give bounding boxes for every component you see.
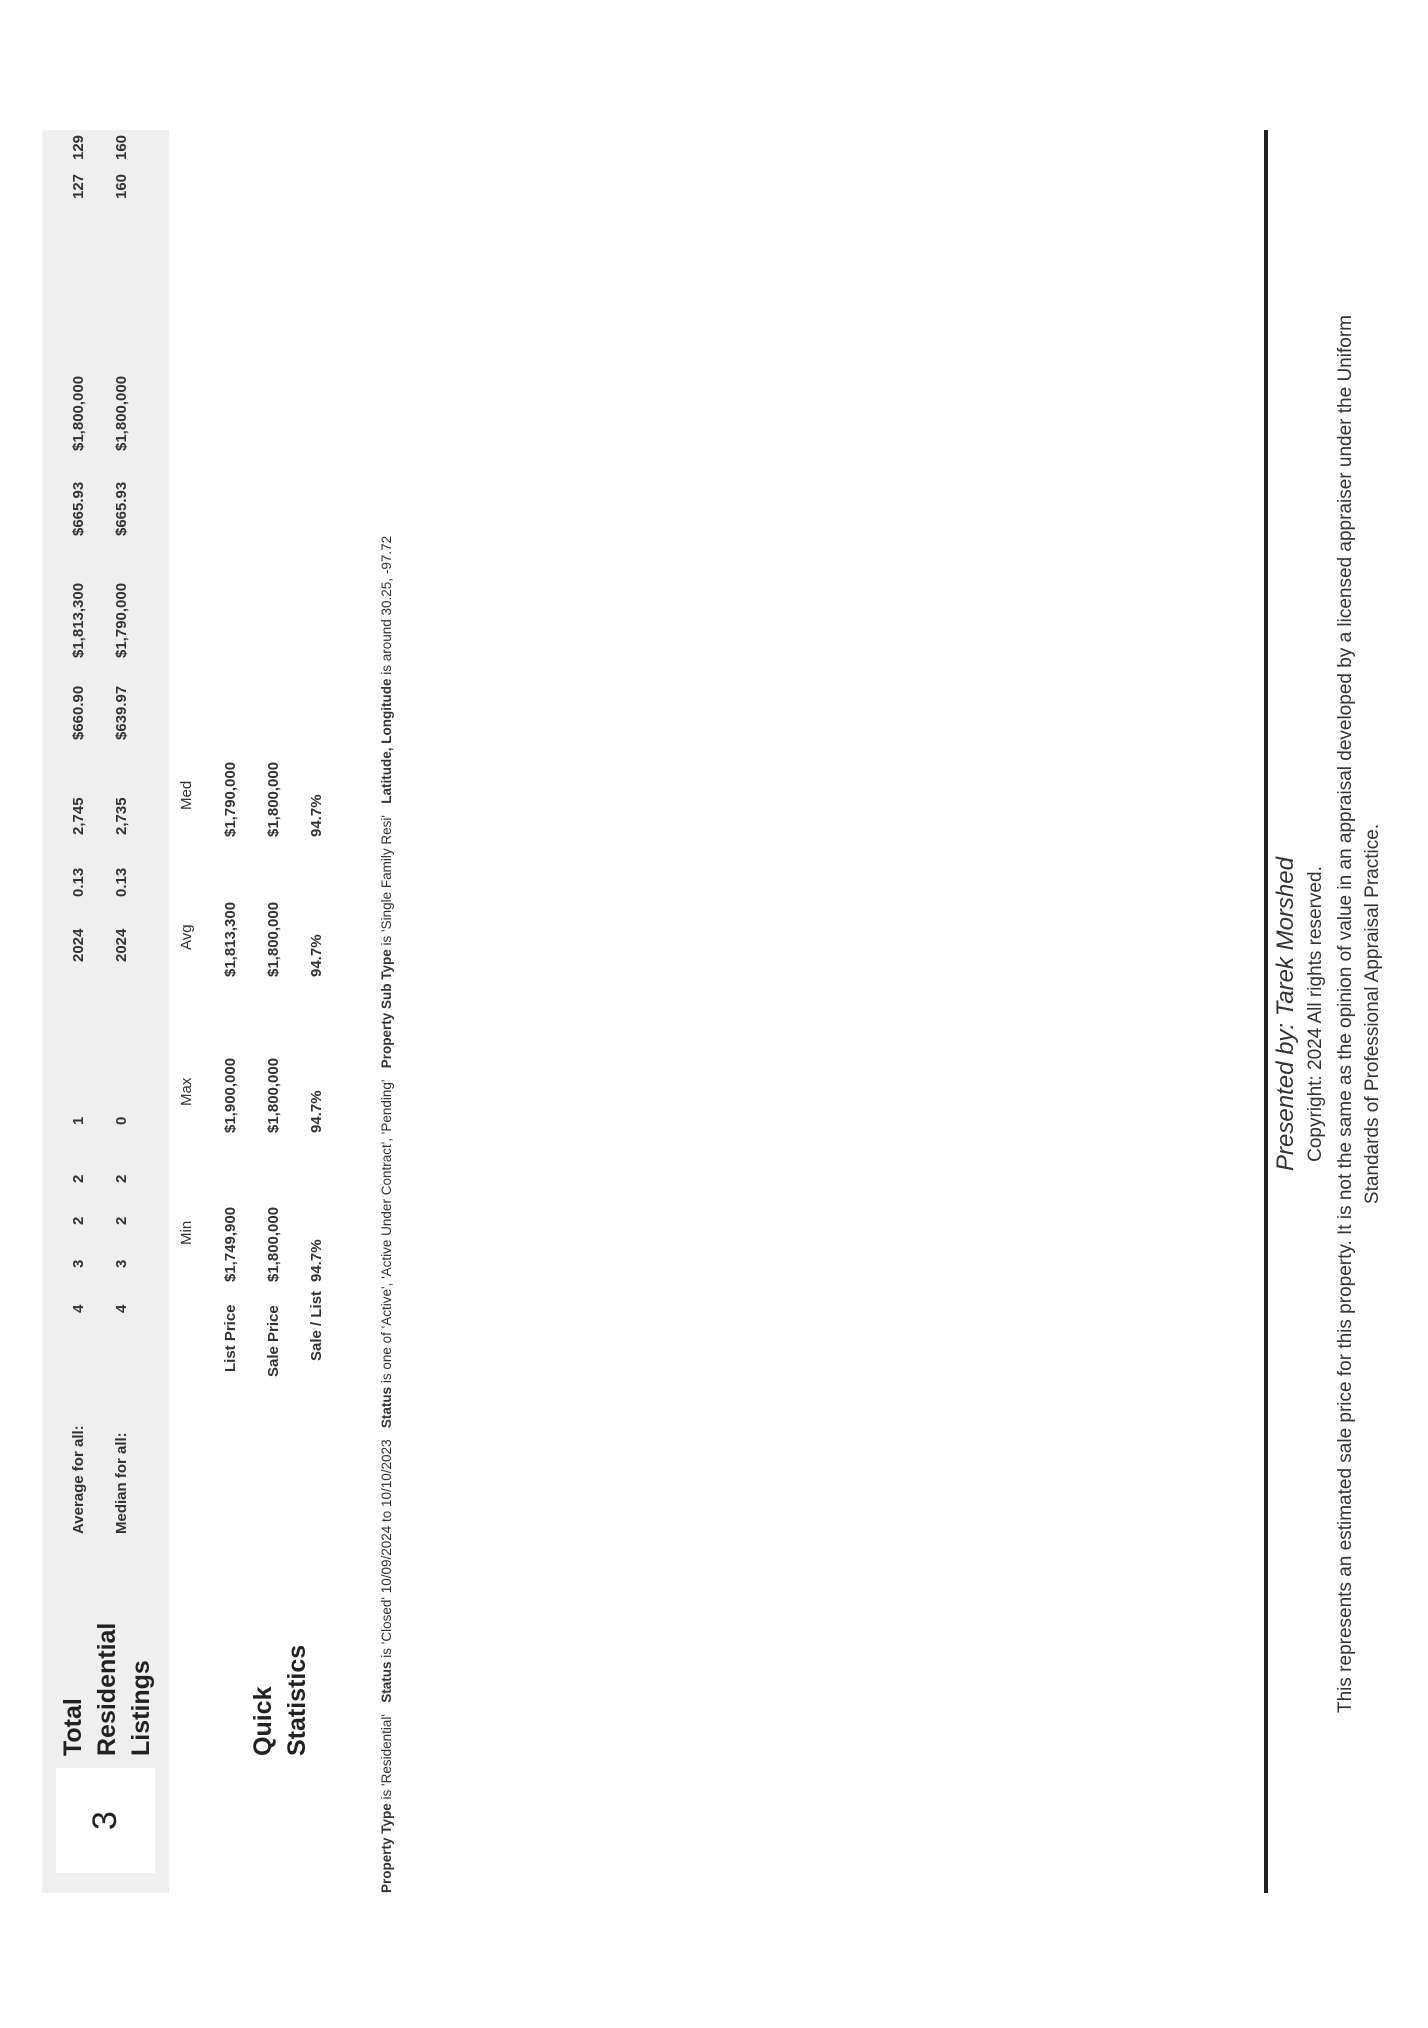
filter-value: is 'Single Family Resi' (379, 815, 394, 950)
filter-label: Property Type (379, 1803, 394, 1893)
qs-cell: $1,800,000 (265, 1206, 282, 1282)
median-cell: $665.93 (113, 481, 130, 536)
qs-cell: $1,800,000 (265, 901, 282, 977)
filter-label: Property Sub Type (379, 949, 394, 1069)
qs-header-min: Min (178, 1220, 195, 1245)
avg-cell: $660.90 (70, 685, 87, 740)
qs-row-label: Sale Price (265, 1305, 282, 1377)
avg-cell: 2,745 (70, 797, 87, 835)
avg-cell: $1,800,000 (70, 375, 87, 451)
median-cell: 2,735 (113, 797, 130, 835)
median-cell: 0 (113, 1116, 130, 1125)
median-cell: 2024 (113, 928, 130, 962)
median-cell: $639.97 (113, 685, 130, 740)
search-criteria (377, 130, 397, 1893)
filter-value: is 'Residential' (379, 1714, 394, 1804)
qs-header-avg: Avg (178, 924, 195, 950)
qs-cell: 94.7% (308, 1239, 325, 1282)
footer-divider (1264, 130, 1268, 1893)
median-cell: 160 (113, 173, 130, 199)
avg-cell: 129 (70, 134, 87, 160)
avg-cell: 1 (70, 1116, 87, 1125)
filter-label: Status (379, 1386, 394, 1429)
avg-cell: $665.93 (70, 481, 87, 536)
qs-cell: 94.7% (308, 1090, 325, 1133)
average-row-label: Average for all: (70, 1425, 87, 1534)
qs-row-label: List Price (222, 1304, 239, 1372)
filter-label: Status (379, 1661, 394, 1703)
qs-cell: $1,749,900 (222, 1206, 239, 1282)
avg-cell: 2024 (70, 928, 87, 962)
filter-value: is one of 'Active', 'Active Under Contract', 'Pending' (379, 1079, 394, 1387)
qs-cell: 94.7% (308, 794, 325, 837)
avg-cell: 3 (70, 1259, 87, 1268)
avg-cell: 2 (70, 1216, 87, 1225)
qs-row-label: Sale / List (308, 1290, 325, 1361)
disclaimer-line: Standards of Professional Appraisal Practice. (1362, 823, 1383, 1205)
median-cell: 3 (113, 1259, 130, 1268)
qs-cell: 94.7% (308, 934, 325, 977)
qs-cell: $1,800,000 (265, 761, 282, 837)
summary-title: Total Residential Listings (59, 1622, 155, 1756)
listing-count: 3 (56, 1768, 155, 1873)
avg-cell: 127 (70, 173, 87, 199)
quick-statistics-title: Quick Statistics (249, 1644, 311, 1756)
qs-cell: $1,813,300 (222, 901, 239, 977)
median-cell: 2 (113, 1216, 130, 1225)
median-row-label: Median for all: (113, 1432, 130, 1534)
presenter-name: Presented by: Tarek Morshed (1272, 857, 1299, 1171)
avg-cell: 4 (70, 1304, 87, 1313)
avg-cell: 0.13 (70, 867, 87, 897)
avg-cell: 2 (70, 1174, 87, 1183)
qs-header-med: Med (178, 780, 195, 810)
median-cell: 0.13 (113, 867, 130, 897)
qs-cell: $1,900,000 (222, 1057, 239, 1133)
filter-value: is 'Closed' 10/09/2024 to 10/10/2023 (379, 1439, 394, 1662)
copyright-text: Copyright: 2024 All rights reserved. (1305, 866, 1326, 1162)
median-cell: 160 (113, 134, 130, 160)
avg-cell: $1,813,300 (70, 582, 87, 658)
median-cell: 2 (113, 1174, 130, 1183)
disclaimer-line: This represents an estimated sale price for this property. It is not the same as the opinion of value in an appraisal developed by a licensed appraiser under the Uniform (1335, 315, 1356, 1713)
qs-cell: $1,790,000 (222, 761, 239, 837)
qs-header-max: Max (178, 1077, 195, 1106)
disclaimer (1332, 0, 1386, 2028)
median-cell: $1,800,000 (113, 375, 130, 451)
filter-label: Latitude, Longitude (379, 678, 394, 804)
filter-value: is around 30.25, -97.72 (379, 535, 394, 679)
qs-cell: $1,800,000 (265, 1057, 282, 1133)
median-cell: $1,790,000 (113, 582, 130, 658)
median-cell: 4 (113, 1304, 130, 1313)
